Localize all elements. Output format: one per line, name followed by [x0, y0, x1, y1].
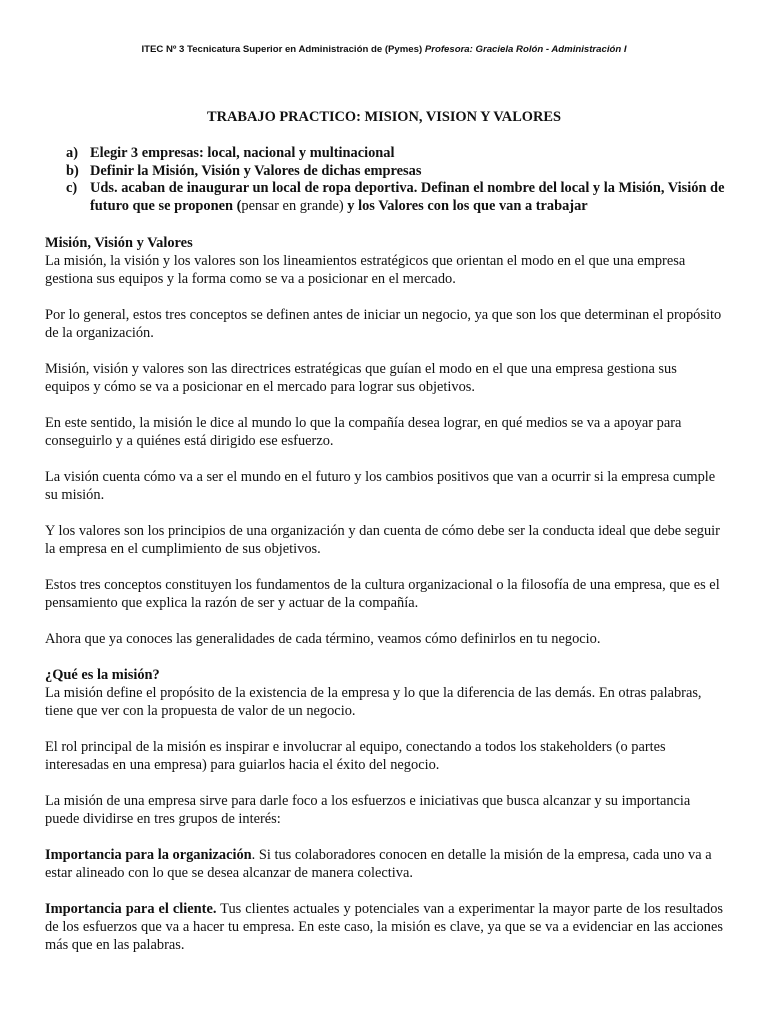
paragraph: Por lo general, estos tres conceptos se definen antes de iniciar un negocio, ya que son los que determinan el propósito de la organización. [45, 307, 722, 341]
task-list [45, 145, 725, 215]
paragraph-importance-organization [45, 846, 723, 882]
task-marker: c) [66, 180, 78, 196]
task-item [45, 145, 725, 163]
paragraph: Ahora que ya conoces las generalidades de cada término, veamos cómo definirlos en tu negocio. [45, 631, 601, 647]
header-institution: ITEC Nº 3 Tecnicatura Superior en Administración de (Pymes) [141, 44, 423, 55]
task-item [45, 180, 725, 215]
paragraph: El rol principal de la misión es inspirar e involucrar al equipo, conectando a todos los stakeholders (o partes interesadas en una empresa) para guiarlos hacia el éxito del negocio. [45, 739, 666, 773]
paragraph: Y los valores son los principios de una organización y dan cuenta de cómo debe ser la conducta ideal que debe seguir la empresa en el cumplimiento de sus objetivos. [45, 523, 720, 557]
importance-text: . Si tus colaboradores conocen en detalle la misión de la empresa, cada uno va a estar alineado con lo que se desea alcanzar de manera colectiva. [45, 847, 712, 881]
importance-label: Importancia para la organización [45, 847, 252, 863]
paragraph: La visión cuenta cómo va a ser el mundo en el futuro y los cambios positivos que van a ocurrir si la empresa cumple su misión. [45, 469, 716, 503]
task-text-normal: pensar en grande) [241, 197, 344, 214]
paragraph: En este sentido, la misión le dice al mundo lo que la compañía desea lograr, en qué medios se va a apoyar para conseguirlo y a quiénes está dirigido ese esfuerzo. [45, 415, 682, 449]
paragraph-importance-client [45, 900, 723, 954]
task-text: Definir la Misión, Visión y Valores de dichas empresas [90, 162, 422, 179]
paragraph: Estos tres conceptos constituyen los fundamentos de la cultura organizacional o la filosofía de una empresa, que es el pensamiento que explica la razón de ser y actuar de la compañía. [45, 577, 720, 611]
paragraph: La misión de una empresa sirve para darle foco a los esfuerzos e iniciativas que busca alcanzar y su importancia puede dividirse en tres grupos de interés: [45, 793, 691, 827]
importance-label: Importancia para el cliente. [45, 901, 217, 917]
page-header [0, 44, 768, 56]
task-marker: b) [66, 162, 79, 179]
task-text-end: y los Valores con los que van a trabajar [343, 197, 588, 214]
header-professor: Profesora: Graciela Rolón - Administración I [424, 44, 627, 55]
section-heading: Misión, Visión y Valores [45, 235, 193, 251]
task-item [45, 163, 725, 181]
document-body [45, 234, 723, 954]
task-text: Uds. acaban de inaugurar un local de ropa deportiva. Definan el nombre del local y la Misión, Visión de futuro que se proponen ( [90, 180, 725, 214]
paragraph: Misión, visión y valores son las directrices estratégicas que guían el modo en el que una empresa gestiona sus equipos y cómo se va a posicionar en el mercado para lograr sus objetivos. [45, 361, 677, 395]
task-marker: a) [66, 145, 78, 161]
section-heading: ¿Qué es la misión? [45, 667, 160, 683]
page-title: TRABAJO PRACTICO: MISION, VISION Y VALORES [207, 109, 561, 125]
task-text: Elegir 3 empresas: local, nacional y multinacional [90, 145, 395, 161]
importance-text: Tus clientes actuales y potenciales van a experimentar la mayor parte de los resultados de los esfuerzos que va a hacer tu empresa. En este caso, la misión es clave, ya que se va a evidenciar en las acciones más que en las palabras. [45, 901, 723, 953]
paragraph: La misión, la visión y los valores son los lineamientos estratégicos que orientan el modo en el que una empresa gestiona sus equipos y la forma como se va a posicionar en el mercado. [45, 253, 686, 287]
paragraph: La misión define el propósito de la existencia de la empresa y lo que la diferencia de las demás. En otras palabras, tiene que ver con la propuesta de valor de un negocio. [45, 685, 702, 719]
